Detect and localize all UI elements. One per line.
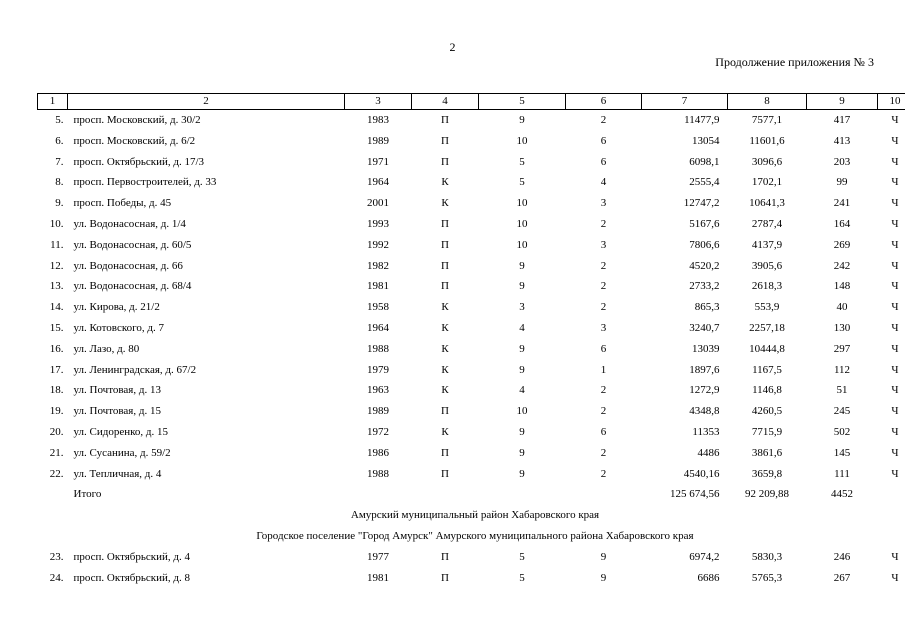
entrances: 6 xyxy=(600,134,607,147)
floors: 9 xyxy=(519,425,525,438)
floors: 10 xyxy=(516,405,528,418)
residents: 203 xyxy=(833,155,851,168)
living-area: 553,9 xyxy=(754,301,780,314)
address: ул. Почтовая, д. 15 xyxy=(73,405,161,418)
ownership-type: Ч xyxy=(891,134,899,147)
section-heading-row xyxy=(38,505,905,526)
living-area: 2257,18 xyxy=(749,321,785,334)
ownership-type: Ч xyxy=(891,197,899,210)
total-area: 2733,2 xyxy=(689,280,720,293)
wall-material: К xyxy=(441,342,449,355)
table-row xyxy=(38,360,905,381)
header-cell: 5 xyxy=(479,94,566,110)
wall-material: П xyxy=(441,571,449,584)
table-row xyxy=(38,172,905,193)
wall-material: К xyxy=(441,301,449,314)
floors: 5 xyxy=(519,155,525,168)
residents: 111 xyxy=(834,467,850,480)
row-number: 16. xyxy=(49,342,64,355)
address: просп. Первостроителей, д. 33 xyxy=(73,176,217,189)
wall-material: П xyxy=(441,114,449,126)
floors: 9 xyxy=(519,280,525,293)
total-area: 4486 xyxy=(697,446,720,459)
floors: 10 xyxy=(516,134,528,147)
residents: 242 xyxy=(833,259,851,272)
living-area: 2618,3 xyxy=(751,280,783,293)
page-number: 2 xyxy=(449,40,456,54)
entrances: 9 xyxy=(600,550,607,563)
row-number: 18. xyxy=(49,384,64,397)
year-built: 1989 xyxy=(367,134,389,147)
address: ул. Водонасосная, д. 66 xyxy=(73,259,183,272)
total-area: 13054 xyxy=(692,134,720,147)
total-area: 11477,9 xyxy=(684,114,720,126)
year-built: 1977 xyxy=(367,550,389,563)
appendix-note: Продолжение приложения № 3 xyxy=(715,55,874,69)
entrances: 2 xyxy=(600,280,607,293)
wall-material: К xyxy=(441,197,449,210)
address: ул. Лазо, д. 80 xyxy=(73,342,140,355)
empty-cell xyxy=(38,484,68,505)
total-area: 5167,6 xyxy=(689,217,720,230)
ownership-type: Ч xyxy=(891,363,899,376)
row-number: 8. xyxy=(55,176,64,189)
living-area: 2787,4 xyxy=(751,217,783,230)
total-area: 6686 xyxy=(697,571,720,584)
year-built: 1981 xyxy=(367,280,389,293)
header-cell: 4 xyxy=(412,94,479,110)
table-row xyxy=(38,318,905,339)
year-built: 1989 xyxy=(367,405,389,418)
address: ул. Водонасосная, д. 60/5 xyxy=(73,238,192,251)
entrances: 2 xyxy=(600,217,607,230)
total-area: 7806,6 xyxy=(689,238,720,251)
entrances: 2 xyxy=(600,446,607,459)
entrances: 2 xyxy=(600,259,607,272)
year-built: 1993 xyxy=(367,217,389,230)
floors: 4 xyxy=(519,321,525,334)
address: ул. Тепличная, д. 4 xyxy=(73,467,162,480)
wall-material: П xyxy=(441,446,449,459)
empty-cell xyxy=(566,484,642,505)
year-built: 1964 xyxy=(367,176,389,189)
residents: 112 xyxy=(833,363,851,376)
row-number: 14. xyxy=(49,301,64,314)
table-row xyxy=(38,380,905,401)
total-area: 1272,9 xyxy=(689,384,720,397)
wall-material: П xyxy=(441,280,449,293)
address: просп. Московский, д. 6/2 xyxy=(73,134,196,147)
housing-table xyxy=(37,93,905,588)
total-row xyxy=(38,484,905,505)
total-area: 1897,6 xyxy=(689,363,720,376)
living-area: 4260,5 xyxy=(751,405,783,418)
residents: 40 xyxy=(836,301,848,314)
row-number: 20. xyxy=(49,425,64,438)
row-number: 22. xyxy=(49,467,64,480)
year-built: 1964 xyxy=(367,321,389,334)
row-number: 24. xyxy=(49,571,64,584)
header-cell: 8 xyxy=(728,94,807,110)
residents-sum: 4452 xyxy=(831,488,853,501)
empty-cell xyxy=(345,484,412,505)
ownership-type: Ч xyxy=(891,405,899,418)
header-cell: 9 xyxy=(807,94,878,110)
total-area: 4348,8 xyxy=(689,405,720,418)
year-built: 1988 xyxy=(367,342,389,355)
district-heading: Амурский муниципальный район Хабаровского края xyxy=(350,509,600,522)
year-built: 2001 xyxy=(367,197,389,210)
floors: 5 xyxy=(519,176,525,189)
floors: 9 xyxy=(519,342,525,355)
address: ул. Кирова, д. 21/2 xyxy=(73,301,160,314)
wall-material: П xyxy=(441,550,449,563)
row-number: 17. xyxy=(49,363,64,376)
residents: 502 xyxy=(833,425,851,438)
ownership-type: Ч xyxy=(891,550,899,563)
residents: 145 xyxy=(833,446,851,459)
address: просп. Московский, д. 30/2 xyxy=(73,114,201,126)
floors: 5 xyxy=(519,550,525,563)
row-number: 11. xyxy=(50,238,64,251)
entrances: 3 xyxy=(600,321,607,334)
year-built: 1963 xyxy=(367,384,389,397)
empty-cell xyxy=(412,484,479,505)
table-row xyxy=(38,276,905,297)
year-built: 1971 xyxy=(367,155,389,168)
row-number: 9. xyxy=(55,197,64,210)
header-cell: 2 xyxy=(68,94,345,110)
address: просп. Октябрьский, д. 17/3 xyxy=(73,155,205,168)
residents: 130 xyxy=(833,321,851,334)
residents: 417 xyxy=(833,114,851,126)
table-row xyxy=(38,401,905,422)
settlement-heading: Городское поселение "Город Амурск" Амурского муниципального района Хабаровского края xyxy=(256,529,694,542)
address: просп. Октябрьский, д. 4 xyxy=(73,550,191,563)
wall-material: П xyxy=(441,134,449,147)
floors: 10 xyxy=(516,217,528,230)
living-area: 3861,6 xyxy=(751,446,783,459)
wall-material: П xyxy=(441,155,449,168)
wall-material: К xyxy=(441,363,449,376)
address: ул. Котовского, д. 7 xyxy=(73,321,164,334)
table-row xyxy=(38,214,905,235)
address: просп. Победы, д. 45 xyxy=(73,197,172,210)
residents: 245 xyxy=(833,405,851,418)
residents: 297 xyxy=(833,342,851,355)
header-cell: 6 xyxy=(566,94,642,110)
ownership-type: Ч xyxy=(891,238,899,251)
entrances: 2 xyxy=(600,301,607,314)
floors: 9 xyxy=(519,363,525,376)
living-area: 10444,8 xyxy=(749,342,785,355)
address: ул. Ленинградская, д. 67/2 xyxy=(73,363,197,376)
ownership-type: Ч xyxy=(891,342,899,355)
address: ул. Водонасосная, д. 1/4 xyxy=(73,217,186,230)
total-area: 2555,4 xyxy=(689,176,720,189)
floors: 9 xyxy=(519,114,525,126)
table-row xyxy=(38,152,905,173)
wall-material: К xyxy=(441,321,449,334)
table-row xyxy=(38,422,905,443)
row-number: 5. xyxy=(55,114,64,126)
living-area: 7577,1 xyxy=(751,114,783,126)
wall-material: П xyxy=(441,217,449,230)
entrances: 2 xyxy=(600,384,607,397)
row-number: 13. xyxy=(49,280,64,293)
table-row xyxy=(38,547,905,568)
empty-cell xyxy=(479,484,566,505)
entrances: 3 xyxy=(600,238,607,251)
floors: 5 xyxy=(519,571,525,584)
wall-material: К xyxy=(441,384,449,397)
residents: 148 xyxy=(833,280,851,293)
entrances: 2 xyxy=(600,405,607,418)
address: ул. Водонасосная, д. 68/4 xyxy=(73,280,192,293)
total-area: 4520,2 xyxy=(689,259,720,272)
row-number: 19. xyxy=(49,405,64,418)
total-area: 6098,1 xyxy=(689,155,720,168)
section-heading-row xyxy=(38,526,905,547)
wall-material: П xyxy=(441,238,449,251)
total-area: 11353 xyxy=(692,425,720,438)
living-area: 1702,1 xyxy=(751,176,783,189)
residents: 246 xyxy=(833,550,851,563)
year-built: 1988 xyxy=(367,467,389,480)
table-row xyxy=(38,297,905,318)
residents: 164 xyxy=(833,217,851,230)
floors: 3 xyxy=(519,301,525,314)
header-cell: 3 xyxy=(345,94,412,110)
total-label: Итого xyxy=(73,488,102,501)
table-row xyxy=(38,235,905,256)
ownership-type: Ч xyxy=(891,301,899,314)
ownership-type: Ч xyxy=(891,114,899,126)
ownership-type: Ч xyxy=(891,571,899,584)
residents: 99 xyxy=(836,176,848,189)
living-area: 11601,6 xyxy=(749,134,785,147)
ownership-type: Ч xyxy=(891,321,899,334)
year-built: 1958 xyxy=(367,301,389,314)
entrances: 3 xyxy=(600,197,607,210)
row-number: 6. xyxy=(55,134,64,147)
year-built: 1983 xyxy=(367,114,389,126)
table-row xyxy=(38,256,905,277)
row-number: 10. xyxy=(49,217,64,230)
header-cell: 1 xyxy=(38,94,68,110)
total-area: 3240,7 xyxy=(689,321,720,334)
entrances: 4 xyxy=(600,176,607,189)
row-number: 21. xyxy=(49,446,64,459)
year-built: 1992 xyxy=(367,238,389,251)
empty-cell xyxy=(878,484,905,505)
living-area: 7715,9 xyxy=(751,425,783,438)
table-row xyxy=(38,193,905,214)
ownership-type: Ч xyxy=(891,384,899,397)
wall-material: К xyxy=(441,176,449,189)
row-number: 23. xyxy=(49,550,64,563)
ownership-type: Ч xyxy=(891,176,899,189)
residents: 413 xyxy=(833,134,851,147)
row-number: 7. xyxy=(55,155,64,168)
living-area: 10641,3 xyxy=(749,197,785,210)
entrances: 9 xyxy=(600,571,607,584)
row-number: 15. xyxy=(49,321,64,334)
year-built: 1982 xyxy=(367,259,389,272)
year-built: 1986 xyxy=(367,446,389,459)
entrances: 6 xyxy=(600,425,607,438)
floors: 9 xyxy=(519,259,525,272)
header-cell: 7 xyxy=(642,94,728,110)
living-area: 3659,8 xyxy=(751,467,783,480)
table-row xyxy=(38,568,905,589)
residents: 267 xyxy=(833,571,851,584)
table-row xyxy=(38,443,905,464)
residents: 241 xyxy=(833,197,851,210)
living-area: 1167,5 xyxy=(752,363,782,376)
address: ул. Почтовая, д. 13 xyxy=(73,384,161,397)
address: просп. Октябрьский, д. 8 xyxy=(73,571,191,584)
address: ул. Сусанина, д. 59/2 xyxy=(73,446,171,459)
wall-material: П xyxy=(441,405,449,418)
floors: 9 xyxy=(519,446,525,459)
row-number: 12. xyxy=(49,259,64,272)
entrances: 6 xyxy=(600,155,607,168)
wall-material: П xyxy=(441,259,449,272)
total-area: 13039 xyxy=(692,342,720,355)
header-cell: 10 xyxy=(878,94,905,110)
table-row xyxy=(38,110,905,131)
ownership-type: Ч xyxy=(891,259,899,272)
wall-material: П xyxy=(441,467,449,480)
living-area-sum: 92 209,88 xyxy=(745,488,789,501)
total-area: 6974,2 xyxy=(689,550,720,563)
total-area: 865,3 xyxy=(694,301,720,314)
living-area: 4137,9 xyxy=(751,238,783,251)
living-area: 5765,3 xyxy=(751,571,783,584)
residents: 51 xyxy=(836,384,848,397)
floors: 4 xyxy=(519,384,525,397)
wall-material: К xyxy=(441,425,449,438)
table-row xyxy=(38,339,905,360)
ownership-type: Ч xyxy=(891,467,899,480)
table-row xyxy=(38,131,905,152)
ownership-type: Ч xyxy=(891,280,899,293)
entrances: 6 xyxy=(600,342,607,355)
year-built: 1981 xyxy=(367,571,389,584)
address: ул. Сидоренко, д. 15 xyxy=(73,425,168,438)
ownership-type: Ч xyxy=(891,217,899,230)
floors: 10 xyxy=(516,238,528,251)
entrances: 2 xyxy=(600,114,607,126)
floors: 10 xyxy=(516,197,528,210)
year-built: 1979 xyxy=(367,363,389,376)
total-area: 4540,16 xyxy=(683,467,720,480)
floors: 9 xyxy=(519,467,525,480)
entrances: 1 xyxy=(600,363,607,376)
living-area: 3905,6 xyxy=(751,259,783,272)
living-area: 3096,6 xyxy=(751,155,783,168)
living-area: 1146,8 xyxy=(752,384,782,397)
year-built: 1972 xyxy=(367,425,389,438)
total-area-sum: 125 674,56 xyxy=(670,488,720,501)
ownership-type: Ч xyxy=(891,446,899,459)
ownership-type: Ч xyxy=(891,155,899,168)
table-row xyxy=(38,464,905,485)
residents: 269 xyxy=(833,238,851,251)
ownership-type: Ч xyxy=(891,425,899,438)
living-area: 5830,3 xyxy=(751,550,783,563)
total-area: 12747,2 xyxy=(683,197,720,210)
entrances: 2 xyxy=(600,467,607,480)
table-header-row xyxy=(38,94,905,110)
